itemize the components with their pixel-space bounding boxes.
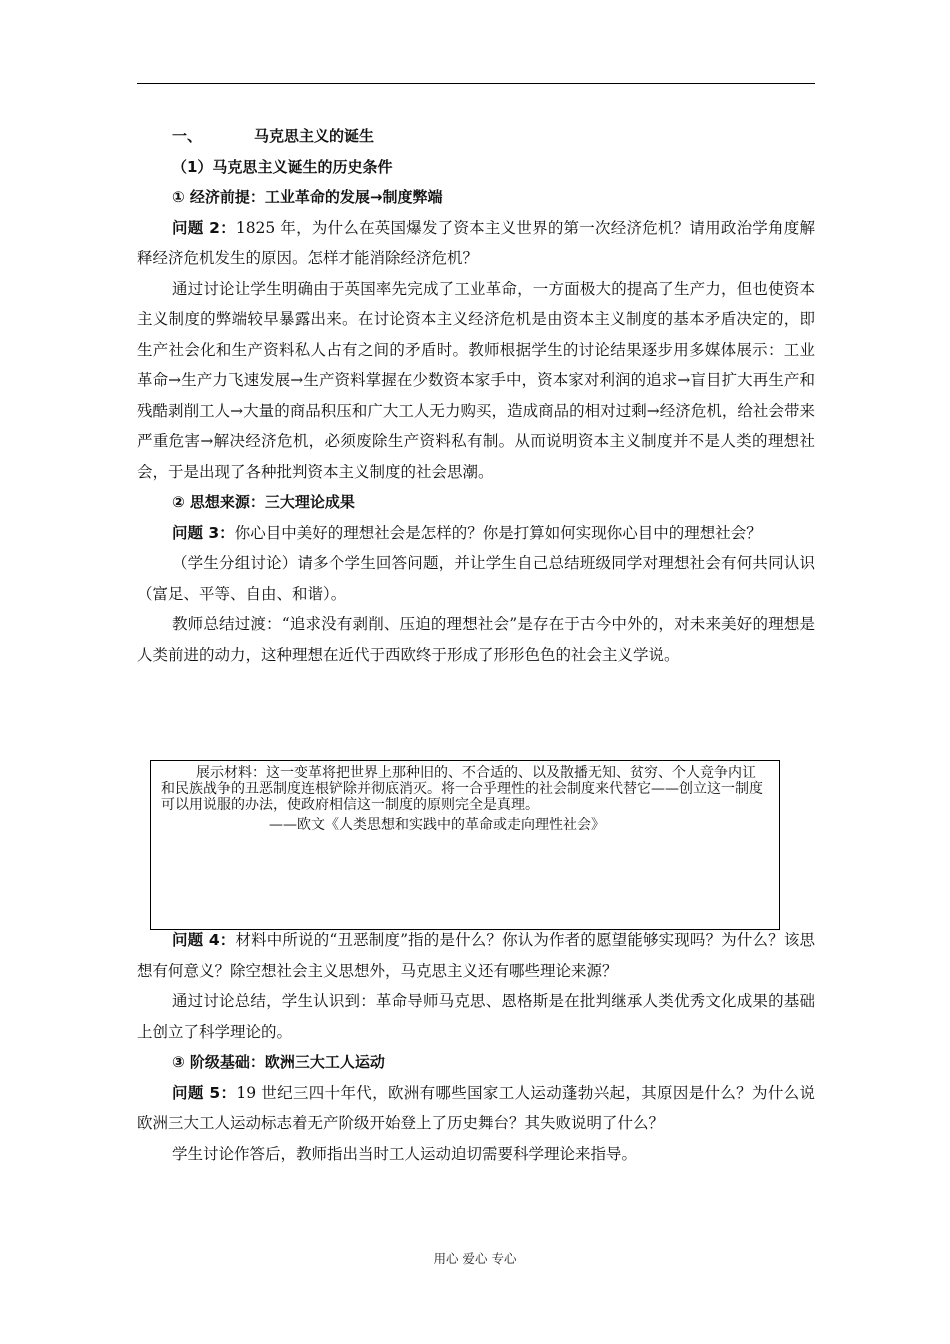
subheading-conditions: （1）马克思主义诞生的历史条件 [172,157,393,176]
paragraph-transition: 教师总结过渡：“追求没有剥削、压迫的理想社会”是存在于古今中外的，对未来美好的理想是人类前进的动力，这种理想在近代于西欧终于形成了形形色色的社会主义学说。 [137,615,815,664]
paragraph-summary: 通过讨论总结，学生认识到：革命导师马克思、恩格斯是在批判继承人类优秀文化成果的基础上创立了科学理论的。 [137,992,815,1041]
point-ideological: ② 思想来源：三大理论成果 [172,493,355,511]
section-upper [137,121,815,670]
section-lower [137,925,815,1169]
paragraph-discussion-1: 通过讨论让学生明确由于英国率先完成了工业革命，一方面极大的提高了生产力，但也使资本主义制度的弊端较早暴露出来。在讨论资本主义经济危机是由资本主义制度的基本矛盾决定的，即生产社会化和生产资料私人占有之间的矛盾时。教师根据学生的讨论结果逐步用多媒体展示：工业革命→生产力飞速发展→生产资料掌握在少数资本家手中，资本家对利润的追求→盲目扩大再生产和残酷剥削工人→大量的商品积压和广大工人无力购买，造成商品的相对过剩→经济危机，给社会带来严重危害→解决经济危机，必须废除生产资料私有制。从而说明资本主义制度并不是人类的理想社会，于是出现了各种批判资本主义制度的社会思潮。 [137,279,815,481]
question-3: 问题 3：你心目中美好的理想社会是怎样的？你是打算如何实现你心目中的理想社会？ [172,523,762,542]
page-footer: 用心 爱心 专心 [433,1251,517,1266]
material-source: ——欧文《人类思想和实践中的革命或走向理性社会》 [269,817,605,833]
question-4: 问题 4：材料中所说的“丑恶制度”指的是什么？你认为作者的愿望能够实现吗？为什么？该思想有何意义？除空想社会主义思想外，马克思主义还有哪些理论来源？ [137,931,815,980]
paragraph-conclusion: 学生讨论作答后，教师指出当时工人运动迫切需要科学理论来指导。 [172,1144,638,1163]
header-rule [137,83,815,84]
section-heading: 一、 马克思主义的诞生 [172,127,375,145]
material-text: 展示材料：这一变革将把世界上那种旧的、不合适的、以及散播无知、贫穷、个人竞争内讧和民族战争的丑恶制度连根铲除并彻底消灭。将一合乎理性的社会制度来代替它——创立这一制度可以用说服的办法，使政府相信这一制度的原则完全是真理。 [161,765,763,813]
question-5: 问题 5：19 世纪三四十年代，欧洲有哪些国家工人运动蓬勃兴起，其原因是什么？为什么说欧洲三大工人运动标志着无产阶级开始登上了历史舞台？其失败说明了什么？ [137,1083,815,1132]
point-economic: ① 经济前提：工业革命的发展→制度弊端 [172,188,443,206]
question-2: 问题 2：1825 年，为什么在英国爆发了资本主义世界的第一次经济危机？请用政治学角度解释经济危机发生的原因。怎样才能消除经济危机？ [137,218,815,267]
material-box [150,760,780,930]
point-class: ③ 阶级基础：欧洲三大工人运动 [172,1053,385,1071]
paragraph-discussion-2: （学生分组讨论）请多个学生回答问题，并让学生自己总结班级同学对理想社会有何共同认识（富足、平等、自由、和谐）。 [137,554,815,603]
